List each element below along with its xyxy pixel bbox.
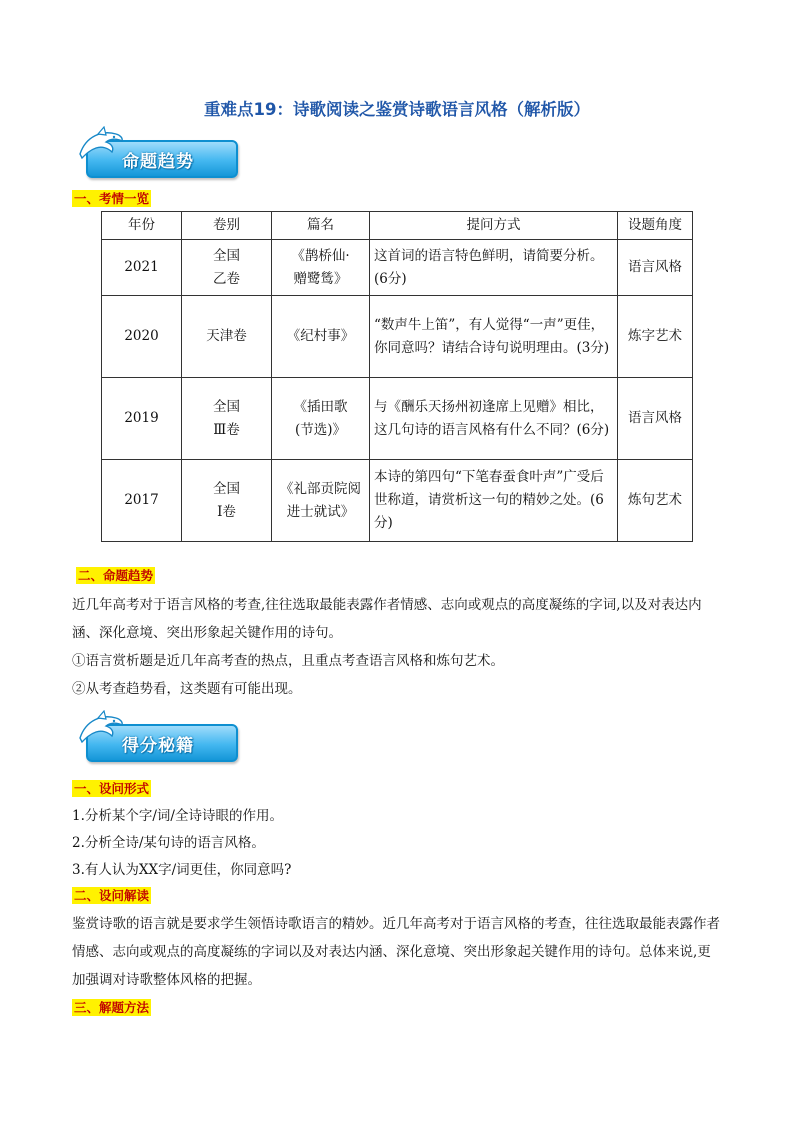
cell-title-line: 《插田歌: [293, 398, 348, 415]
cell-angle: 炼字艺术: [618, 296, 693, 378]
dolphin-icon: [76, 710, 126, 746]
header-paper: 卷别: [182, 212, 272, 240]
table-row: [102, 240, 693, 296]
header-question: 提问方式: [370, 212, 618, 240]
dolphin-icon: [76, 126, 126, 162]
cell-paper: [182, 460, 272, 542]
cell-year: 2017: [102, 460, 182, 542]
cell-angle: 语言风格: [618, 378, 693, 460]
cell-title: [272, 240, 370, 296]
cell-title-line: 《鹊桥仙·: [291, 247, 350, 264]
question-form-item: 1.分析某个字/词/全诗诗眼的作用。: [72, 808, 283, 824]
cell-paper-line: 天津卷: [206, 328, 247, 344]
cell-title: [272, 460, 370, 542]
cell-question: 与《酬乐天扬州初逢席上见赠》相比，这几句诗的语言风格有什么不同？(6分): [370, 378, 618, 460]
trend-point-1: ①语言赏析题是近几年高考查的热点，且重点考查语言风格和炼句艺术。: [72, 653, 504, 669]
header-angle: 设题角度: [618, 212, 693, 240]
trend-paragraph: 近几年高考对于语言风格的考查,往往选取最能表露作者情感、志向或观点的高度凝练的字词,以及对表达内涵、深化意境、突出形象起关键作用的诗句。: [72, 597, 702, 641]
trend-point-2: ②从考查趋势看，这类题有可能出现。: [72, 681, 302, 697]
cell-angle: 炼句艺术: [618, 460, 693, 542]
table-row: [102, 378, 693, 460]
section-heading-method: 三、解题方法: [74, 1000, 150, 1015]
cell-title-line: 进士就试》: [286, 503, 355, 520]
question-form-item: 3.有人认为XX字/词更佳，你同意吗?: [72, 862, 292, 878]
cell-paper-line: 全国: [213, 480, 240, 497]
banner-label: 命题趋势: [122, 152, 194, 172]
cell-paper-line: Ⅲ卷: [213, 421, 240, 438]
page-title: 重难点19：诗歌阅读之鉴赏诗歌语言风格（解析版）: [204, 100, 590, 119]
cell-question: 这首词的语言特色鲜明，请简要分析。(6分): [370, 240, 618, 296]
cell-paper-line: 全国: [213, 247, 240, 264]
cell-paper: [182, 378, 272, 460]
cell-question: “数声牛上笛”，有人觉得“一声”更佳，你同意吗？请结合诗句说明理由。(3分): [370, 296, 618, 378]
section-heading-question-reading: 二、设问解读: [74, 888, 150, 903]
cell-paper-line: 乙卷: [213, 270, 240, 287]
table-row: [102, 296, 693, 378]
cell-title-line: 《礼部贡院阅: [280, 480, 361, 497]
cell-title: [272, 378, 370, 460]
cell-title: [272, 296, 370, 378]
cell-title-line: (节选)》: [294, 421, 347, 438]
cell-paper-line: 全国: [213, 398, 240, 415]
cell-year: 2020: [102, 296, 182, 378]
cell-paper-line: Ⅰ卷: [217, 503, 236, 520]
question-form-item: 2.分析全诗/某句诗的语言风格。: [72, 835, 265, 851]
section-heading-exam-overview: 一、考情一览: [74, 191, 150, 206]
section-heading-question-form: 一、设问形式: [74, 781, 150, 796]
cell-title-line: 《纪村事》: [286, 328, 355, 344]
banner-tips: [76, 710, 242, 768]
question-reading-paragraph: 鉴赏诗歌的语言就是要求学生领悟诗歌语言的精妙。近几年高考对于语言风格的考查，往往选取最能表露作者情感、志向或观点的高度凝练的字词以及对表达内涵、深化意境、突出形象起关键作用的诗句。总体来说,更加强调对诗歌整体风格的把握。: [72, 916, 720, 988]
cell-title-line: 赠鹭鸶》: [293, 270, 348, 287]
table-header-row: [102, 212, 693, 240]
cell-question: 本诗的第四句“下笔春蚕食叶声”广受后世称道，请赏析这一句的精妙之处。(6分): [370, 460, 618, 542]
exam-table: [101, 211, 693, 542]
cell-paper: [182, 240, 272, 296]
table-row: [102, 460, 693, 542]
banner-trend: [76, 126, 242, 184]
banner-label: 得分秘籍: [122, 736, 194, 756]
cell-year: 2019: [102, 378, 182, 460]
header-year: 年份: [102, 212, 182, 240]
cell-year: 2021: [102, 240, 182, 296]
header-title: 篇名: [272, 212, 370, 240]
section-heading-trend: 二、命题趋势: [78, 568, 154, 583]
cell-paper: [182, 296, 272, 378]
cell-angle: 语言风格: [618, 240, 693, 296]
